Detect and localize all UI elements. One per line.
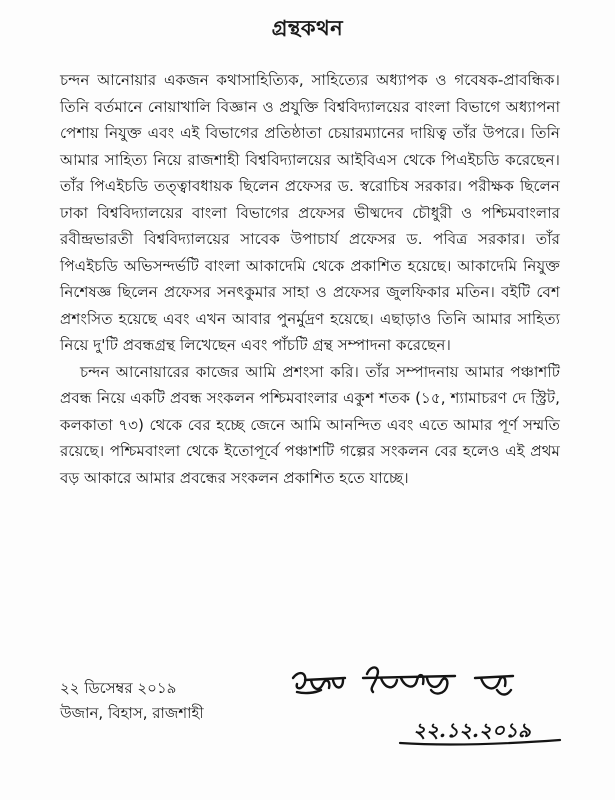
handwritten-signature bbox=[285, 660, 585, 780]
footer-place: উজান, বিহাস, রাজশাহী bbox=[60, 704, 204, 722]
signature-date: ২২.১২.২০১৯ bbox=[413, 718, 531, 742]
page-title: গ্রন্থকথন bbox=[271, 16, 344, 40]
footer-date: ২২ ডিসেম্বর ২০১৯ bbox=[60, 679, 177, 697]
body-text bbox=[60, 67, 560, 491]
footer-dateline bbox=[60, 676, 204, 726]
paragraph-2: চন্দন আনোয়ারের কাজের আমি প্রশংসা করি। তাঁর সম্পাদনায় আমার পঞ্চাশটি প্রবন্ধ নিয়ে একটি প্রবন্ধ সংকলন পশ্চিমবাংলার একুশ শতক (১৫, শ্যামাচরণ দে স্ট্রিট, কলকাতা ৭৩) থেকে বের হচ্ছে জেনে আমি আনন্দিত এবং এতে আমার পূর্ণ সম্মতি রয়েছে। পশ্চিমবাংলা থেকে ইতোপূর্বে পঞ্চাশটি গল্পের সংকলন বের হলেও এই প্রথম বড় আকারে আমার প্রবন্ধের সংকলন প্রকাশিত হতে যাচ্ছে। bbox=[60, 362, 560, 487]
signature-graphic bbox=[285, 660, 585, 780]
paragraph-1: চন্দন আনোয়ার একজন কথাসাহিত্যিক, সাহিত্যের অধ্যাপক ও গবেষক-প্রাবন্ধিক। তিনি বর্তমানে নোয়াখালি বিজ্ঞান ও প্রযুক্তি বিশ্ববিদ্যালয়ের বাংলা বিভাগে অধ্যাপনা পেশায় নিযুক্ত এবং এই বিভাগের প্রতিষ্ঠাতা চেয়ারম্যানের দায়িত্ব তাঁর উপরে। তিনি আমার সাহিত্য নিয়ে রাজশাহী বিশ্ববিদ্যালয়ের আইবিএস থেকে পিএইচডি করেছেন। তাঁর পিএইচডি তত্ত্বাবধায়ক ছিলেন প্রফেসর ড. স্বরোচিষ সরকার। পরীক্ষক ছিলেন ঢাকা বিশ্ববিদ্যালয়ের বাংলা বিভাগের প্রফেসর ভীষ্মদেব চৌধুরী ও পশ্চিমবাংলার রবীন্দ্রভারতী বিশ্ববিদ্যালয়ের সাবেক উপাচার্য প্রফেসর ড. পবিত্র সরকার। তাঁর পিএইচডি অভিসন্দর্ভটি বাংলা আকাদেমি থেকে প্রকাশিত হয়েছে। আকাদেমি নিযুক্ত নিশেষজ্ঞ ছিলেন প্রফেসর সনৎকুমার সাহা ও প্রফেসর জুলফিকার মতিন। বইটি বেশ প্রশংসিত হয়েছে এবং এখন আবার পুনর্মুদ্রণ হয়েছে। এছাড়াও তিনি আমার সাহিত্য নিয়ে দু'টি প্রবন্ধগ্রন্থ লিখেছেন এবং পাঁচটি গ্রন্থ সম্পাদনা করেছেন। bbox=[60, 71, 560, 354]
